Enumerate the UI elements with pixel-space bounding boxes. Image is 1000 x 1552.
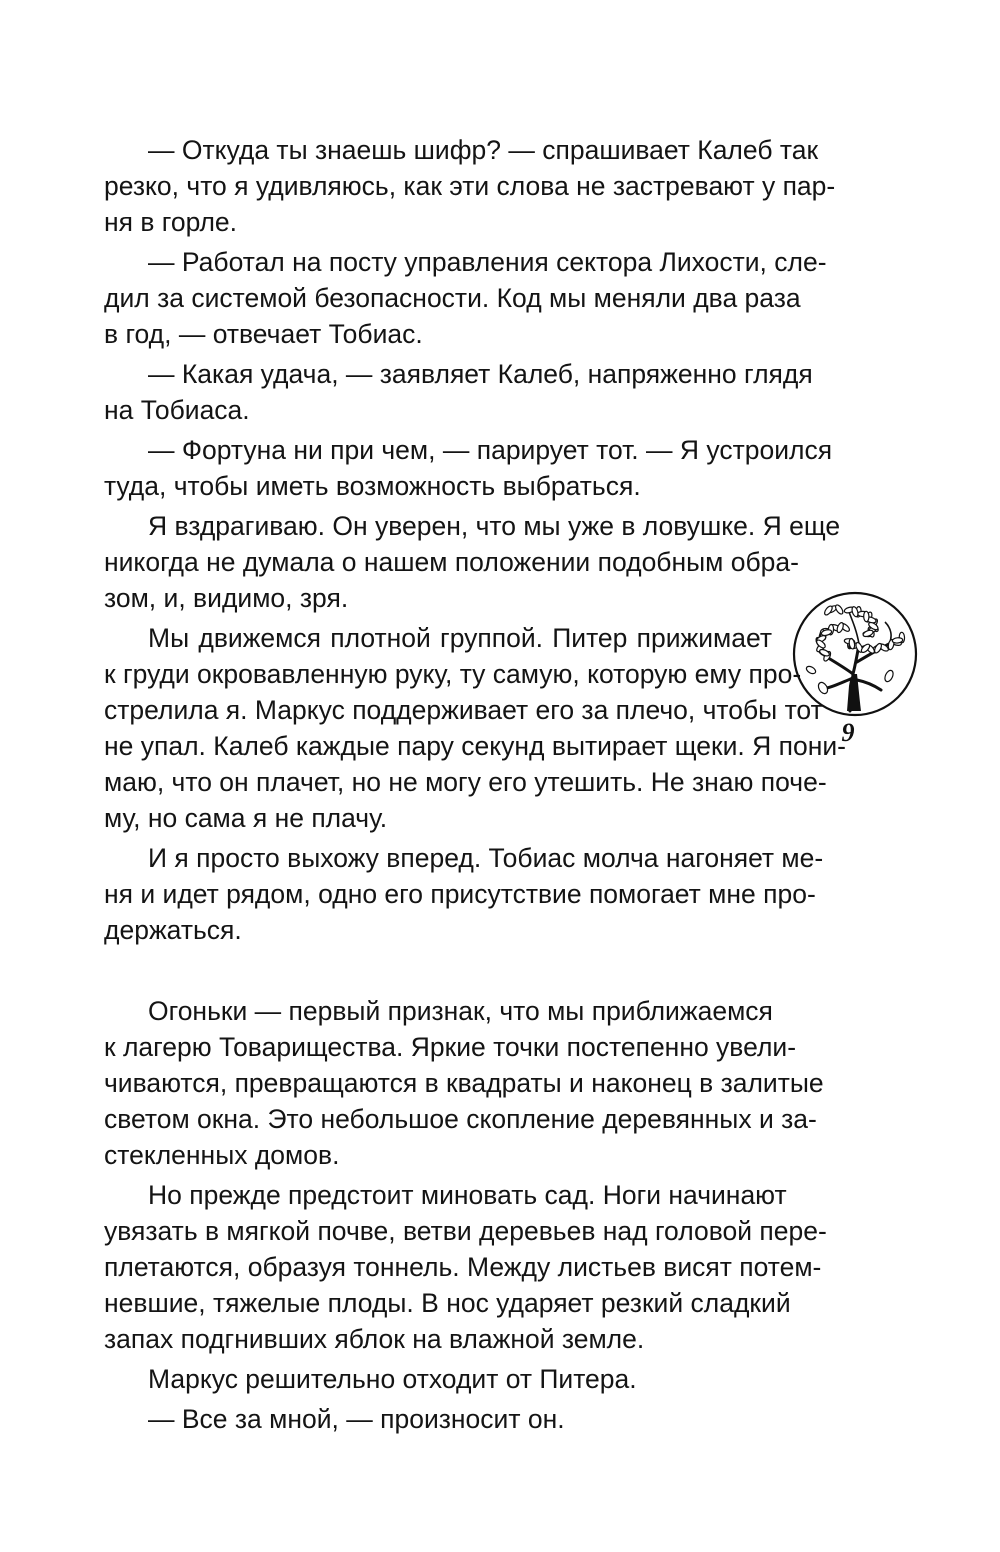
paragraph (104, 356, 813, 428)
text-line: к лагерю Товарищества. Яркие точки постепенно увели- (104, 1032, 797, 1062)
text-line: стрелила я. Маркус поддерживает его за плечо, чтобы тот (104, 695, 823, 725)
paragraph (104, 1177, 827, 1357)
text-line: маю, что он плачет, но не могу его утешить. Не знаю поче- (104, 767, 827, 797)
text-line: — Какая удача, — заявляет Калеб, напряженно глядя (148, 359, 813, 389)
page-number: 9 (841, 718, 855, 747)
text-line: зом, и, видимо, зря. (104, 583, 349, 613)
text-line: Маркус решительно отходит от Питера. (148, 1364, 637, 1394)
text-line: не упал. Калеб каждые пару секунд вытирает щеки. Я пони- (104, 731, 846, 761)
text-line: — Все за мной, — произносит он. (148, 1404, 565, 1434)
leaf-icon (873, 642, 883, 654)
text-line: Мы движемся плотной группой. Питер прижимает (148, 623, 772, 653)
leaf-icon (892, 637, 903, 643)
paragraph (104, 1401, 772, 1437)
text-line: на Тобиаса. (104, 395, 250, 425)
text-line: И я просто выхожу вперед. Тобиас молча нагоняет ме- (148, 843, 824, 873)
text-line: запах подгнивших яблок на влажной земле. (104, 1324, 645, 1354)
text-line: к груди окровавленную руку, ту самую, которую ему про- (104, 659, 802, 689)
text-line: Но прежде предстоит миновать сад. Ноги начинают (148, 1180, 787, 1210)
text-line: чиваются, превращаются в квадраты и наконец в залитые (104, 1068, 824, 1098)
text-line: светом окна. Это небольшое скопление деревянных и за- (104, 1104, 817, 1134)
text-line: невшие, тяжелые плоды. В нос ударяет резкий сладкий (104, 1288, 791, 1318)
text-line: Я вздрагиваю. Он уверен, что мы уже в ловушке. Я еще (148, 511, 841, 541)
text-line: му, но сама я не плачу. (104, 803, 388, 833)
paragraph (104, 132, 836, 240)
paragraph (104, 620, 846, 836)
tree-emblem-icon (791, 590, 919, 718)
paragraph (104, 993, 824, 1173)
text-line: резко, что я удивляюсь, как эти слова не застревают у пар- (104, 171, 836, 201)
text-line: никогда не думала о нашем положении подобным обра- (104, 547, 799, 577)
leaf-icon (819, 648, 831, 657)
text-line: держаться. (104, 915, 242, 945)
paragraph (104, 508, 841, 616)
paragraph (104, 840, 824, 948)
text-line: стекленных домов. (104, 1140, 340, 1170)
leaf-icon (836, 622, 845, 634)
paragraph (104, 432, 833, 504)
text-line: плетаются, образуя тоннель. Между листьев висят потем- (104, 1252, 822, 1282)
text-line: увязать в мягкой почве, ветви деревьев над головой пере- (104, 1216, 827, 1246)
text-line: Огоньки — первый признак, что мы приближаемся (148, 996, 773, 1026)
paragraph (104, 244, 827, 352)
leaf-icon (864, 611, 870, 622)
text-line: — Откуда ты знаешь шифр? — спрашивает Калеб так (148, 135, 819, 165)
text-line: туда, чтобы иметь возможность выбраться. (104, 471, 641, 501)
paragraph (104, 1361, 772, 1397)
text-line: ня в горле. (104, 207, 238, 237)
text-line: ня и идет рядом, одно его присутствие помогает мне про- (104, 879, 816, 909)
text-line: в год, — отвечает Тобиас. (104, 319, 423, 349)
leaf-icon (834, 604, 844, 616)
leaf-icon (823, 605, 833, 616)
text-line: дил за системой безопасности. Код мы меняли два раза (104, 283, 801, 313)
text-line: — Фортуна ни при чем, — парирует тот. — Я устроился (148, 435, 833, 465)
text-column (104, 132, 846, 1441)
section-break (104, 952, 772, 993)
text-line: — Работал на посту управления сектора Лихости, сле- (148, 247, 827, 277)
